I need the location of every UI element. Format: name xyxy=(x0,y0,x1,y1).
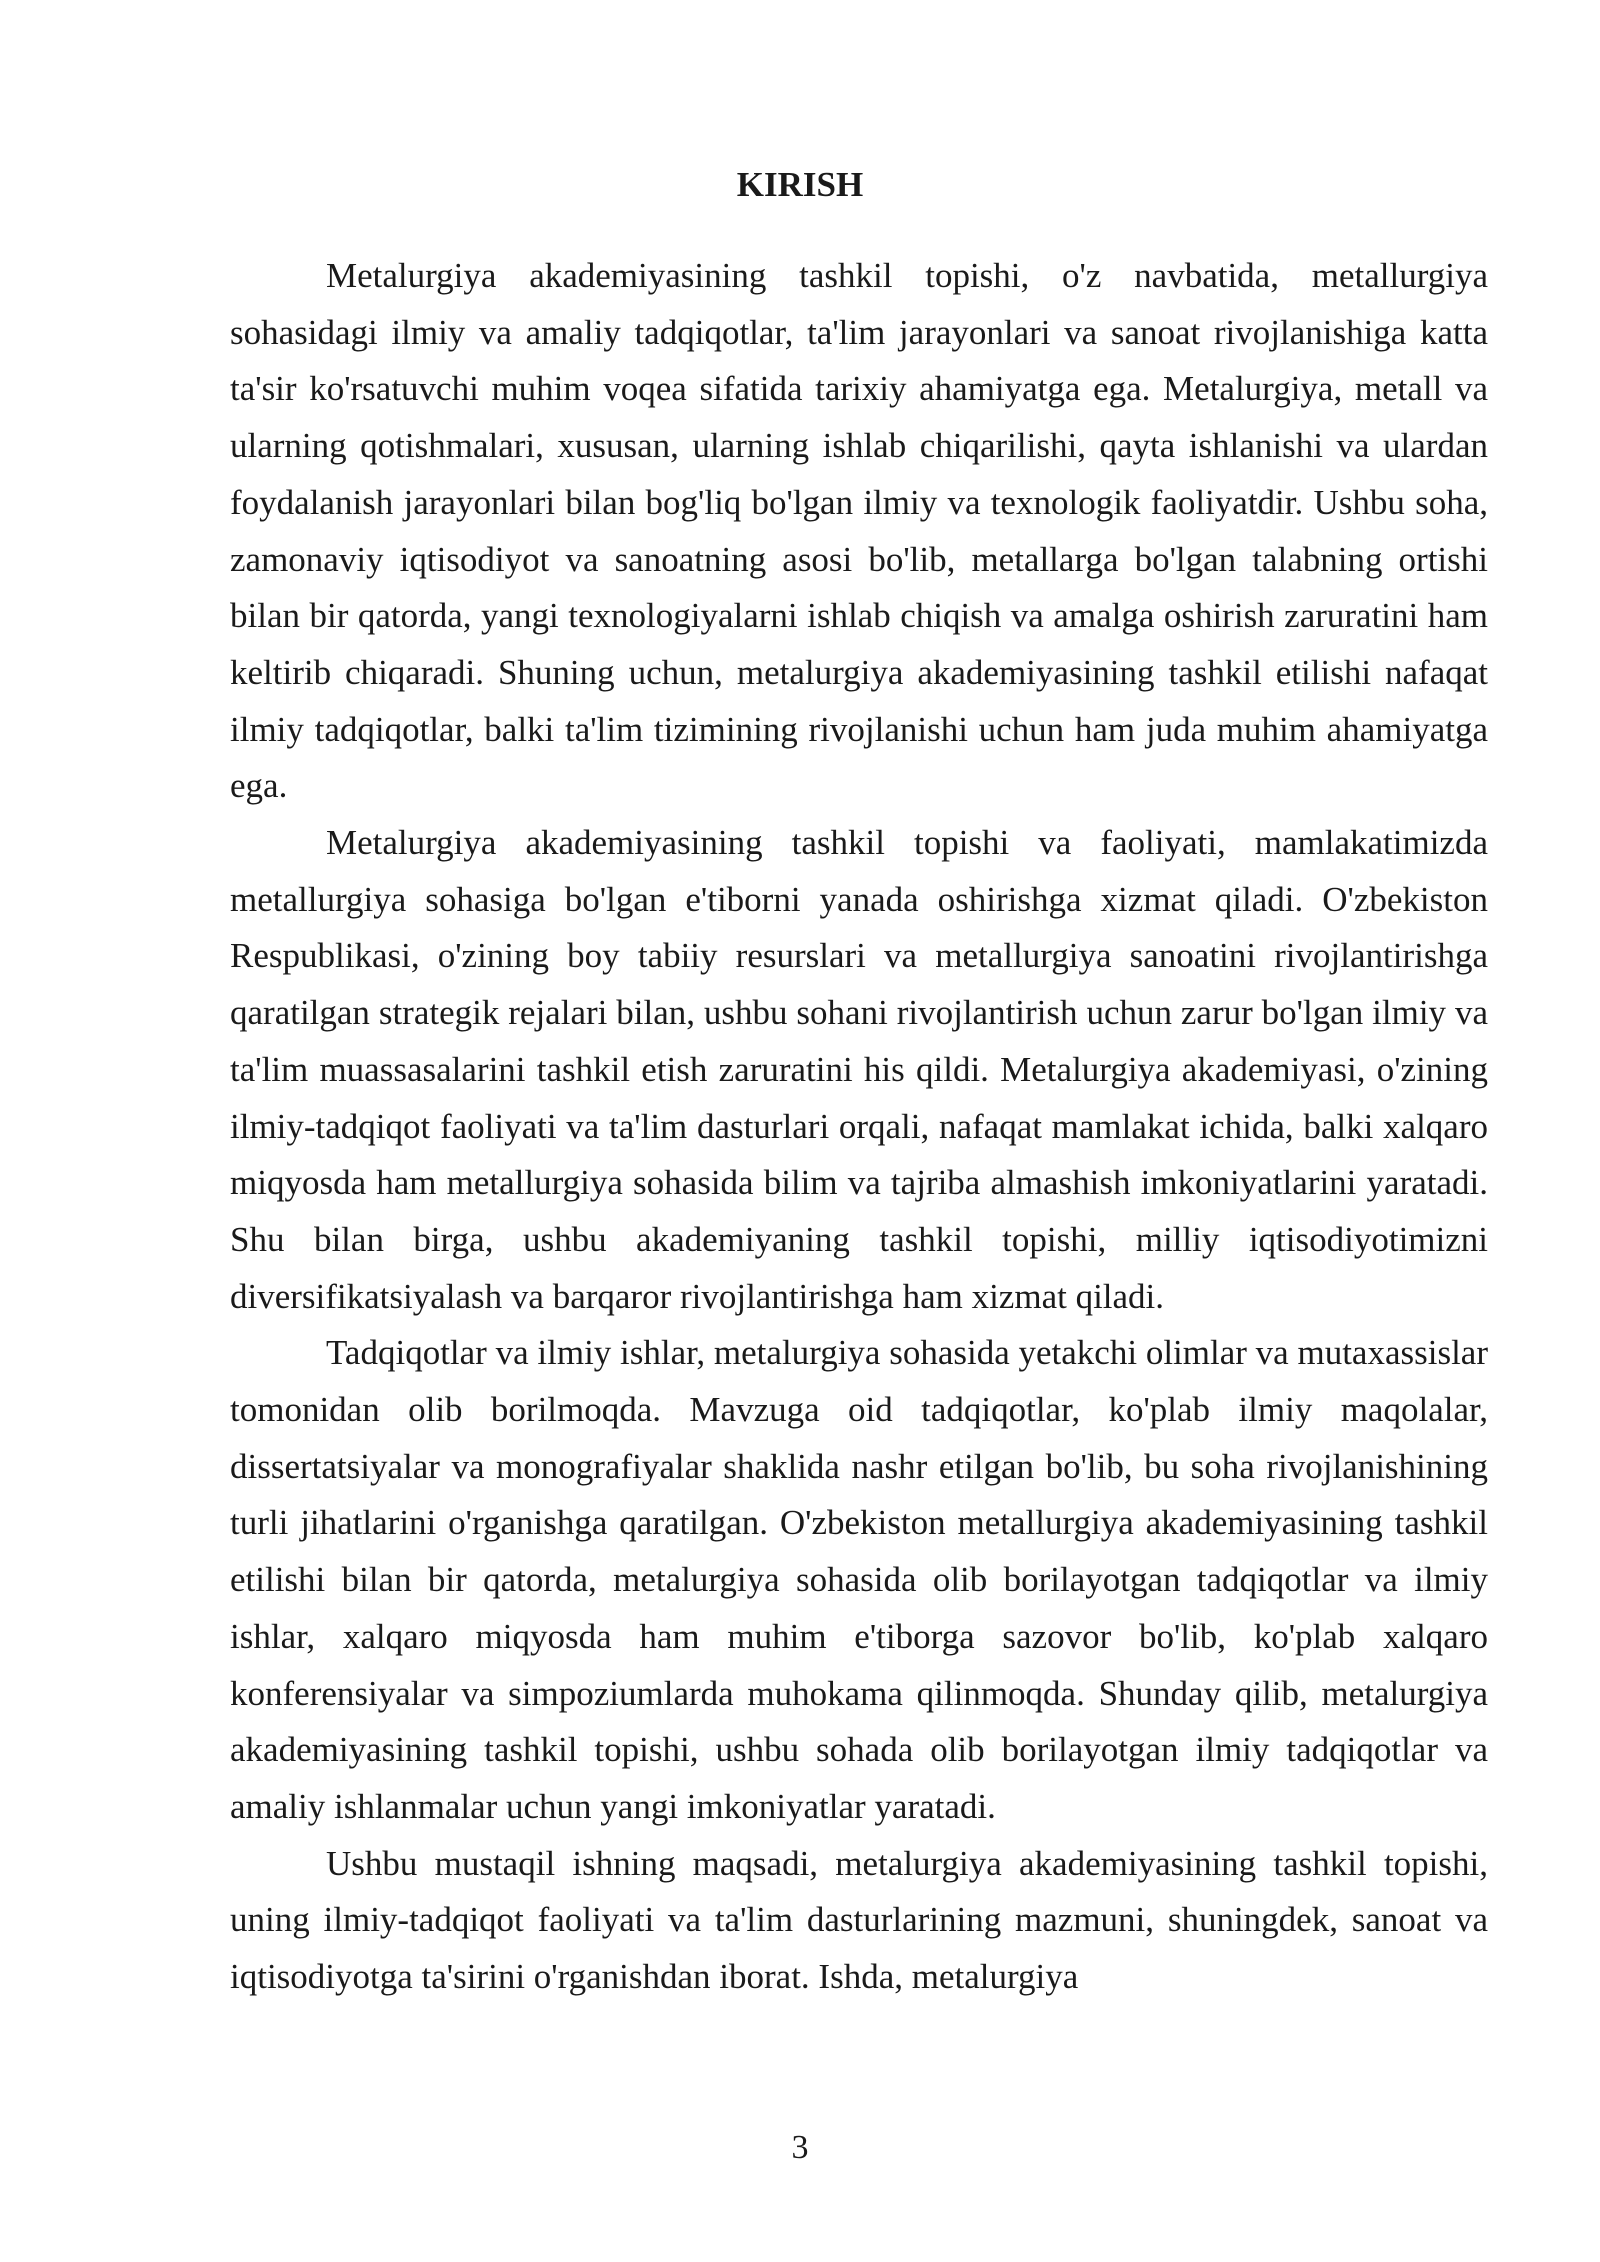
document-body xyxy=(230,248,1488,2006)
paragraph-2: Metalurgiya akademiyasining tashkil topishi va faoliyati, mamlakatimizda metallurgiya sohasiga bo'lgan e'tiborni yanada oshirishga xizmat qiladi. O'zbekiston Respublikasi, o'zining boy tabiiy resurslari va metallurgiya sanoatini rivojlantirishga qaratilgan strategik rejalari bilan, ushbu sohani rivojlantirish uchun zarur bo'lgan ilmiy va ta'lim muassasalarini tashkil etish zaruratini his qildi. Metalurgiya akademiyasi, o'zining ilmiy-tadqiqot faoliyati va ta'lim dasturlari orqali, nafaqat mamlakat ichida, balki xalqaro miqyosda ham metallurgiya sohasida bilim va tajriba almashish imkoniyatlarini yaratadi. Shu bilan birga, ushbu akademiyaning tashkil topishi, milliy iqtisodiyotimizni diversifikatsiyalash va barqaror rivojlantirishga ham xizmat qiladi. xyxy=(230,823,1488,1316)
paragraph-3: Tadqiqotlar va ilmiy ishlar, metalurgiya sohasida yetakchi olimlar va mutaxassislar tomonidan olib borilmoqda. Mavzuga oid tadqiqotlar, ko'plab ilmiy maqolalar, dissertatsiyalar va monografiyalar shaklida nashr etilgan bo'lib, bu soha rivojlanishining turli jihatlarini o'rganishga qaratilgan. O'zbekiston metallurgiya akademiyasining tashkil etilishi bilan bir qatorda, metalurgiya sohasida olib borilayotgan tadqiqotlar va ilmiy ishlar, xalqaro miqyosda ham muhim e'tiborga sazovor bo'lib, ko'plab xalqaro konferensiyalar va simpoziumlarda muhokama qilinmoqda. Shunday qilib, metalurgiya akademiyasining tashkil topishi, ushbu sohada olib borilayotgan ilmiy tadqiqotlar va amaliy ishlanmalar uchun yangi imkoniyatlar yaratadi. xyxy=(230,1333,1488,1826)
paragraph-1: Metalurgiya akademiyasining tashkil topishi, o'z navbatida, metallurgiya sohasidagi ilmiy va amaliy tadqiqotlar, ta'lim jarayonlari va sanoat rivojlanishiga katta ta'sir ko'rsatuvchi muhim voqea sifatida tarixiy ahamiyatga ega. Metalurgiya, metall va ularning qotishmalari, xususan, ularning ishlab chiqarilishi, qayta ishlanishi va ulardan foydalanish jarayonlari bilan bog'liq bo'lgan ilmiy va texnologik faoliyatdir. Ushbu soha, zamonaviy iqtisodiyot va sanoatning asosi bo'lib, metallarga bo'lgan talabning ortishi bilan bir qatorda, yangi texnologiyalarni ishlab chiqish va amalga oshirish zaruratini ham keltirib chiqaradi. Shuning uchun, metalurgiya akademiyasining tashkil etilishi nafaqat ilmiy tadqiqotlar, balki ta'lim tizimining rivojlanishi uchun ham juda muhim ahamiyatga ega. xyxy=(230,256,1488,806)
page-number: 3 xyxy=(791,2129,809,2166)
paragraph-4: Ushbu mustaqil ishning maqsadi, metalurgiya akademiyasining tashkil topishi, uning ilmiy-tadqiqot faoliyati va ta'lim dasturlarining mazmuni, shuningdek, sanoat va iqtisodiyotga ta'sirini o'rganishdan iborat. Ishda, metalurgiya xyxy=(230,1843,1488,1997)
page-title: KIRISH xyxy=(736,165,864,204)
